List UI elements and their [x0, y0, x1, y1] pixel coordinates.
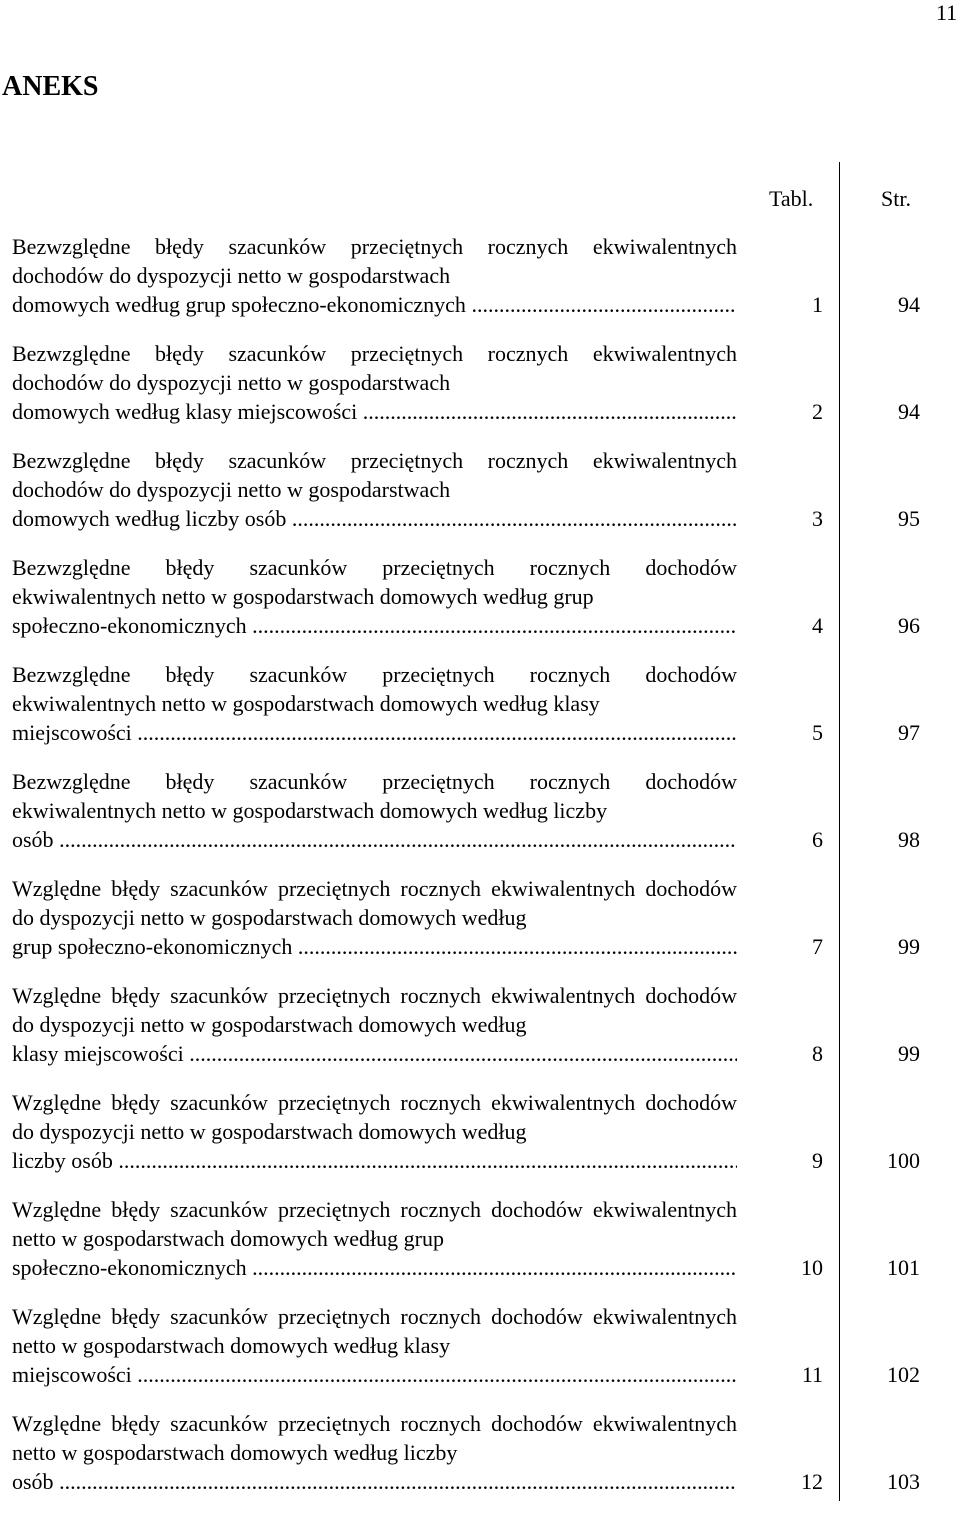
- toc-entry-page-number: 94: [898, 292, 920, 317]
- toc-entry-page-number: 98: [898, 827, 920, 852]
- toc-entry-text: [12, 1195, 737, 1282]
- toc-entry-text: [12, 874, 737, 961]
- toc-entry-text: [12, 1302, 737, 1389]
- toc-entry-title: Bezwzględne błędy szacunków przeciętnych rocznych ekwiwalentnych dochodów do dyspozycji netto w gospodarstwach: [12, 448, 737, 502]
- toc-entry-table-number: 12: [801, 1469, 823, 1494]
- toc-entry-page-number: 102: [887, 1362, 920, 1387]
- toc-entry-title: Bezwzględne błędy szacunków przeciętnych rocznych dochodów ekwiwalentnych netto w gospodarstwach domowych według grup: [12, 555, 737, 609]
- toc-entry-title-end: domowych według grup społeczno-ekonomicznych .....: [12, 290, 737, 319]
- toc-entry-title: Bezwzględne błędy szacunków przeciętnych rocznych ekwiwalentnych dochodów do dyspozycji netto w gospodarstwach: [12, 234, 737, 288]
- toc-entry-text: [12, 767, 737, 854]
- toc-entry-text: [12, 1409, 737, 1496]
- toc-entry-title-end: grup społeczno-ekonomicznych .....: [12, 932, 737, 961]
- toc-entry-table-number: 7: [812, 934, 823, 959]
- toc-entry-table-number: 4: [812, 613, 823, 638]
- toc-entry-text: [12, 339, 737, 426]
- toc-entry-title: Względne błędy szacunków przeciętnych rocznych ekwiwalentnych dochodów do dyspozycji netto w gospodarstwach domowych według: [12, 1090, 737, 1144]
- toc-entry-table-number: 9: [812, 1148, 823, 1173]
- toc-entry-page-number: 99: [898, 1041, 920, 1066]
- toc-entry-title-end: klasy miejscowości .....: [12, 1039, 737, 1068]
- toc-entry-page-number: 94: [898, 399, 920, 424]
- toc-entry-page-number: 96: [898, 613, 920, 638]
- toc-entry-page-number: 99: [898, 934, 920, 959]
- page-number: 11: [936, 0, 958, 25]
- toc-entry[interactable]: [12, 232, 932, 339]
- toc-entry-title-end: społeczno-ekonomicznych .....: [12, 1253, 737, 1282]
- toc-entry-table-number: 6: [812, 827, 823, 852]
- toc-entry-title-end: osób .....: [12, 1467, 737, 1496]
- toc-entry-title: Względne błędy szacunków przeciętnych rocznych dochodów ekwiwalentnych netto w gospodarstwach domowych według liczby: [12, 1411, 737, 1465]
- toc-entry-title: Bezwzględne błędy szacunków przeciętnych rocznych dochodów ekwiwalentnych netto w gospodarstwach domowych według klasy: [12, 662, 737, 716]
- toc-entry-title-end: domowych według liczby osób .....: [12, 504, 737, 533]
- toc-entry-table-number: 2: [812, 399, 823, 424]
- toc-entry[interactable]: [12, 446, 932, 553]
- toc-entry[interactable]: [12, 339, 932, 446]
- toc-entry-title: Względne błędy szacunków przeciętnych rocznych dochodów ekwiwalentnych netto w gospodarstwach domowych według grup: [12, 1197, 737, 1251]
- toc-entry-text: [12, 446, 737, 533]
- toc-entry[interactable]: [12, 767, 932, 874]
- toc-entry-page-number: 100: [887, 1148, 920, 1173]
- toc-entry[interactable]: [12, 660, 932, 767]
- toc-entry[interactable]: [12, 1302, 932, 1409]
- toc-entry-page-number: 97: [898, 720, 920, 745]
- toc-entry-title-end: miejscowości .....: [12, 718, 737, 747]
- toc-entry-title-end: domowych według klasy miejscowości .....: [12, 397, 737, 426]
- toc-entry[interactable]: [12, 553, 932, 660]
- toc-entry-table-number: 11: [801, 1362, 823, 1387]
- toc-entry-title: Względne błędy szacunków przeciętnych rocznych ekwiwalentnych dochodów do dyspozycji netto w gospodarstwach domowych według: [12, 983, 737, 1037]
- toc-entry-table-number: 10: [801, 1255, 823, 1280]
- toc-entry-title-end: osób .....: [12, 825, 737, 854]
- toc-entry-title-end: społeczno-ekonomicznych .....: [12, 611, 737, 640]
- toc-entry-title: Bezwzględne błędy szacunków przeciętnych rocznych ekwiwalentnych dochodów do dyspozycji netto w gospodarstwach: [12, 341, 737, 395]
- toc-entry-title-end: liczby osób .....: [12, 1146, 737, 1175]
- toc-entry[interactable]: [12, 1088, 932, 1195]
- toc-entry-title: Bezwzględne błędy szacunków przeciętnych rocznych dochodów ekwiwalentnych netto w gospodarstwach domowych według liczby: [12, 769, 737, 823]
- toc-entry-text: [12, 660, 737, 747]
- toc-entry-text: [12, 232, 737, 319]
- toc-entry-text: [12, 981, 737, 1068]
- toc-entry[interactable]: [12, 1409, 932, 1516]
- toc-entry[interactable]: [12, 981, 932, 1088]
- toc-entry-table-number: 3: [812, 506, 823, 531]
- toc-entry-page-number: 101: [887, 1255, 920, 1280]
- table-of-contents: [12, 232, 932, 1516]
- toc-entry-table-number: 8: [812, 1041, 823, 1066]
- toc-entry-table-number: 5: [812, 720, 823, 745]
- toc-entry-title: Względne błędy szacunków przeciętnych rocznych dochodów ekwiwalentnych netto w gospodarstwach domowych według klasy: [12, 1304, 737, 1358]
- toc-entry-title: Względne błędy szacunków przeciętnych rocznych ekwiwalentnych dochodów do dyspozycji netto w gospodarstwach domowych według: [12, 876, 737, 930]
- toc-entry-text: [12, 1088, 737, 1175]
- toc-entry-title-end: miejscowości .....: [12, 1360, 737, 1389]
- toc-entry-page-number: 95: [898, 506, 920, 531]
- toc-entry-table-number: 1: [812, 292, 823, 317]
- toc-entry[interactable]: [12, 1195, 932, 1302]
- column-header-tabl: Tabl.: [769, 186, 814, 211]
- column-header-str: Str.: [881, 186, 911, 211]
- toc-entry-page-number: 103: [887, 1469, 920, 1494]
- toc-entry-text: [12, 553, 737, 640]
- page-title: ANEKS: [2, 71, 99, 102]
- toc-entry[interactable]: [12, 874, 932, 981]
